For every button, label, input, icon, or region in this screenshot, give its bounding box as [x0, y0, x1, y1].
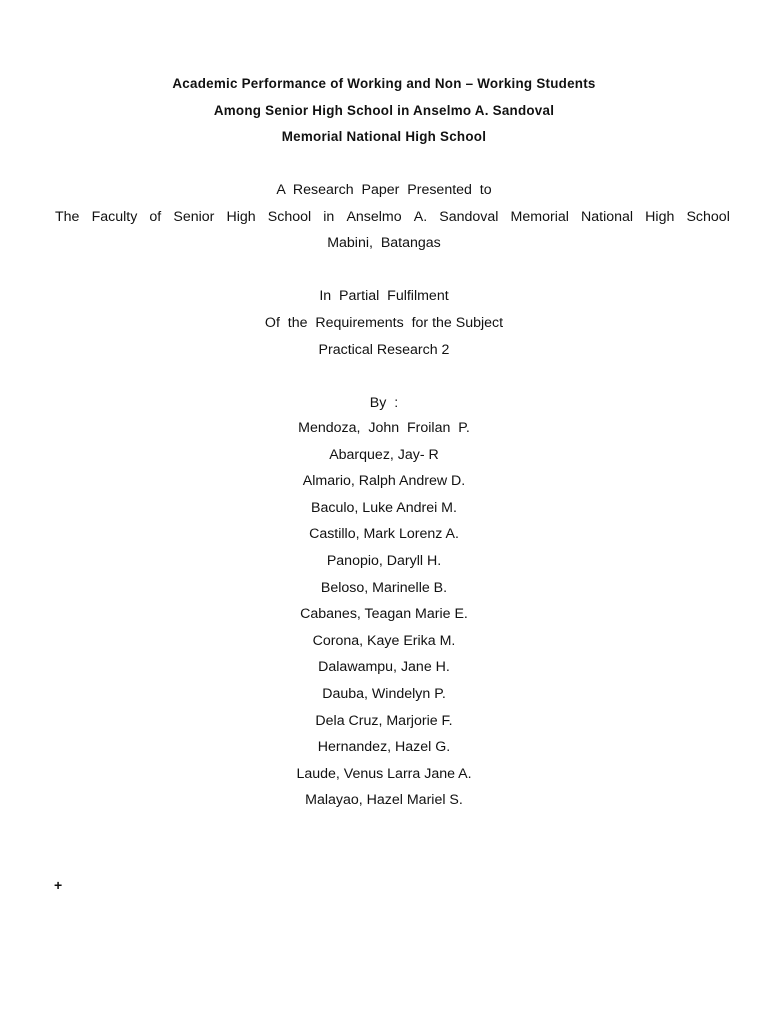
- author-name: Dalawampu, Jane H.: [318, 659, 450, 676]
- faculty-word: The: [55, 209, 80, 225]
- author-name: Beloso, Marinelle B.: [320, 579, 448, 596]
- faculty-word: Faculty: [91, 209, 138, 225]
- location-line: Mabini, Batangas: [327, 235, 441, 251]
- faculty-word: High: [645, 209, 675, 225]
- presented-line: A Research Paper Presented to: [276, 182, 492, 198]
- author-name: Baculo, Luke Andrei M.: [311, 499, 457, 516]
- author-name: Cabanes, Teagan Marie E.: [300, 606, 468, 623]
- faculty-word: Memorial: [510, 209, 569, 225]
- faculty-word: in: [323, 209, 335, 225]
- author-name: Almario, Ralph Andrew D.: [302, 473, 466, 490]
- author-name: Hernandez, Hazel G.: [317, 739, 451, 756]
- fulfilment-line-1: In Partial Fulfilment: [319, 288, 449, 304]
- author-name: Laude, Venus Larra Jane A.: [296, 765, 472, 782]
- faculty-word: of: [149, 209, 162, 225]
- author-name: Corona, Kaye Erika M.: [312, 632, 456, 649]
- title-line-3: Memorial National High School: [281, 129, 487, 144]
- faculty-word: A.: [413, 209, 428, 225]
- author-name: Dela Cruz, Marjorie F.: [315, 712, 453, 729]
- title-line-2: Among Senior High School in Anselmo A. Sandoval: [213, 103, 555, 118]
- fulfilment-line-2: Of the Requirements for the Subject: [264, 315, 504, 331]
- faculty-word: High: [226, 209, 256, 225]
- faculty-word: Anselmo: [346, 209, 402, 225]
- faculty-word: School: [686, 209, 730, 225]
- author-name: Mendoza, John Froilan P.: [298, 420, 470, 436]
- faculty-word: Senior: [173, 209, 215, 225]
- author-list: [0, 419, 768, 818]
- faculty-word: National: [581, 209, 634, 225]
- faculty-word: School: [267, 209, 312, 225]
- fulfilment-line-3: Practical Research 2: [318, 342, 450, 358]
- footer-mark: +: [54, 877, 63, 893]
- author-name: Dauba, Windelyn P.: [322, 685, 446, 702]
- author-name: Malayao, Hazel Mariel S.: [305, 792, 463, 809]
- author-name: Abarquez, Jay- R: [329, 446, 439, 463]
- faculty-word: Sandoval: [439, 209, 499, 225]
- faculty-line: [55, 208, 730, 226]
- title-line-1: Academic Performance of Working and Non – Working Students: [172, 76, 596, 91]
- by-label: By :: [369, 395, 399, 411]
- author-name: Panopio, Daryll H.: [326, 552, 442, 569]
- author-name: Castillo, Mark Lorenz A.: [309, 526, 459, 543]
